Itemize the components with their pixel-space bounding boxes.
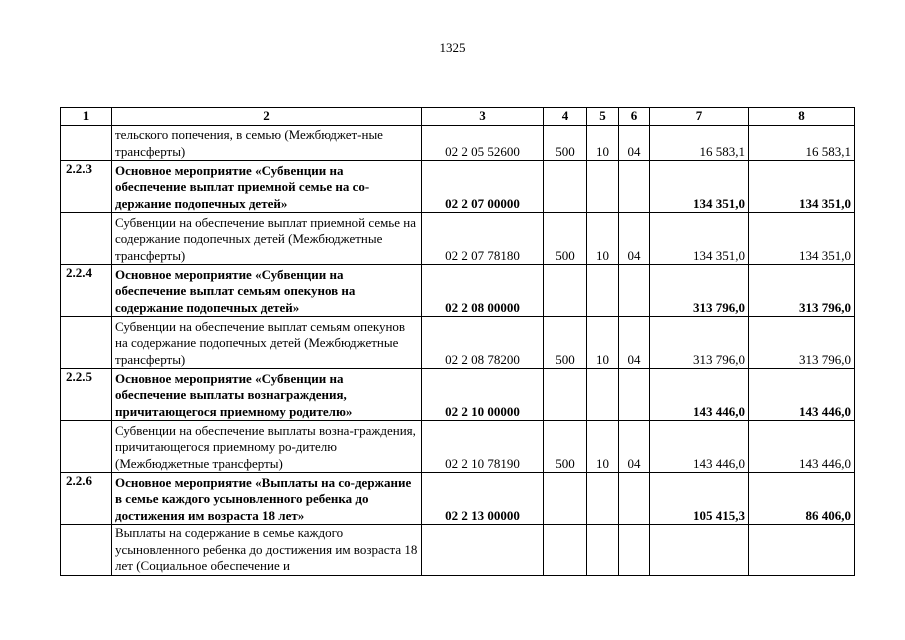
row-col6: 04 xyxy=(619,317,650,369)
column-header: 2 xyxy=(112,108,422,126)
row-code xyxy=(422,525,544,576)
row-col4: 500 xyxy=(544,213,587,265)
row-col6 xyxy=(619,161,650,213)
table-row xyxy=(61,369,855,421)
row-number xyxy=(61,126,112,161)
table-row xyxy=(61,265,855,317)
column-header: 6 xyxy=(619,108,650,126)
row-col5 xyxy=(587,265,619,317)
row-name: Субвенции на обеспечение выплат приемной семье на содержание подопечных детей (Межбюджетные трансферты) xyxy=(112,213,422,265)
table-row xyxy=(61,421,855,473)
row-col8-amount: 86 406,0 xyxy=(749,473,855,525)
column-header: 3 xyxy=(422,108,544,126)
row-col6: 04 xyxy=(619,213,650,265)
row-col8-amount: 134 351,0 xyxy=(749,213,855,265)
row-col8-amount: 313 796,0 xyxy=(749,265,855,317)
row-number: 2.2.4 xyxy=(61,265,112,317)
budget-table xyxy=(60,107,855,576)
row-number xyxy=(61,525,112,576)
row-code: 02 2 08 00000 xyxy=(422,265,544,317)
row-col4 xyxy=(544,161,587,213)
page-number: 1325 xyxy=(439,40,466,55)
row-col4 xyxy=(544,369,587,421)
row-number xyxy=(61,317,112,369)
row-col7-amount: 313 796,0 xyxy=(650,317,749,369)
table-body xyxy=(61,126,855,576)
row-name: Основное мероприятие «Выплаты на со-держание в семье каждого усыновленного ребенка до достижения им возраста 18 лет» xyxy=(112,473,422,525)
row-name: Основное мероприятие «Субвенции на обеспечение выплат приемной семье на со-держание подопечных детей» xyxy=(112,161,422,213)
row-code: 02 2 10 00000 xyxy=(422,369,544,421)
row-code: 02 2 05 52600 xyxy=(422,126,544,161)
row-number xyxy=(61,421,112,473)
row-col8-amount: 143 446,0 xyxy=(749,421,855,473)
table-header-row xyxy=(61,108,855,126)
table-row xyxy=(61,126,855,161)
row-code: 02 2 08 78200 xyxy=(422,317,544,369)
row-col4: 500 xyxy=(544,126,587,161)
row-code: 02 2 13 00000 xyxy=(422,473,544,525)
column-header: 4 xyxy=(544,108,587,126)
row-col8-amount xyxy=(749,525,855,576)
row-name: Основное мероприятие «Субвенции на обеспечение выплат семьям опекунов на содержание подопечных детей» xyxy=(112,265,422,317)
row-col4 xyxy=(544,473,587,525)
row-col4: 500 xyxy=(544,317,587,369)
row-col4 xyxy=(544,265,587,317)
row-col8-amount: 134 351,0 xyxy=(749,161,855,213)
row-col5 xyxy=(587,473,619,525)
row-col8-amount: 313 796,0 xyxy=(749,317,855,369)
table-row xyxy=(61,213,855,265)
row-col7-amount: 105 415,3 xyxy=(650,473,749,525)
row-col6 xyxy=(619,525,650,576)
column-header: 1 xyxy=(61,108,112,126)
row-col7-amount: 16 583,1 xyxy=(650,126,749,161)
row-col5: 10 xyxy=(587,317,619,369)
row-number: 2.2.6 xyxy=(61,473,112,525)
row-col4 xyxy=(544,525,587,576)
table-row xyxy=(61,525,855,576)
row-col5 xyxy=(587,369,619,421)
row-col7-amount: 143 446,0 xyxy=(650,421,749,473)
column-header: 7 xyxy=(650,108,749,126)
row-number xyxy=(61,213,112,265)
table-row xyxy=(61,473,855,525)
row-col6: 04 xyxy=(619,421,650,473)
row-number: 2.2.5 xyxy=(61,369,112,421)
row-col5: 10 xyxy=(587,213,619,265)
column-header: 5 xyxy=(587,108,619,126)
row-col4: 500 xyxy=(544,421,587,473)
row-col8-amount: 143 446,0 xyxy=(749,369,855,421)
row-col5 xyxy=(587,161,619,213)
row-col7-amount: 134 351,0 xyxy=(650,213,749,265)
row-code: 02 2 10 78190 xyxy=(422,421,544,473)
row-code: 02 2 07 00000 xyxy=(422,161,544,213)
column-header: 8 xyxy=(749,108,855,126)
row-name: Основное мероприятие «Субвенции на обеспечение выплаты вознаграждения, причитающегося приемному родителю» xyxy=(112,369,422,421)
row-name: Выплаты на содержание в семье каждого усыновленного ребенка до достижения им возраста 18 лет (Социальное обеспечение и xyxy=(112,525,422,576)
row-number: 2.2.3 xyxy=(61,161,112,213)
row-col7-amount xyxy=(650,525,749,576)
row-col6 xyxy=(619,369,650,421)
row-col5 xyxy=(587,525,619,576)
row-col6 xyxy=(619,473,650,525)
row-code: 02 2 07 78180 xyxy=(422,213,544,265)
row-name: Субвенции на обеспечение выплаты возна-граждения, причитающегося приемному ро-дителю (Межбюджетные трансферты) xyxy=(112,421,422,473)
row-col5: 10 xyxy=(587,421,619,473)
row-col5: 10 xyxy=(587,126,619,161)
row-name: тельского попечения, в семью (Межбюджет-ные трансферты) xyxy=(112,126,422,161)
table-row xyxy=(61,317,855,369)
row-col7-amount: 143 446,0 xyxy=(650,369,749,421)
table-row xyxy=(61,161,855,213)
row-col6 xyxy=(619,265,650,317)
row-col7-amount: 313 796,0 xyxy=(650,265,749,317)
row-col7-amount: 134 351,0 xyxy=(650,161,749,213)
row-col6: 04 xyxy=(619,126,650,161)
row-col8-amount: 16 583,1 xyxy=(749,126,855,161)
row-name: Субвенции на обеспечение выплат семьям опекунов на содержание подопечных детей (Межбюджетные трансферты) xyxy=(112,317,422,369)
